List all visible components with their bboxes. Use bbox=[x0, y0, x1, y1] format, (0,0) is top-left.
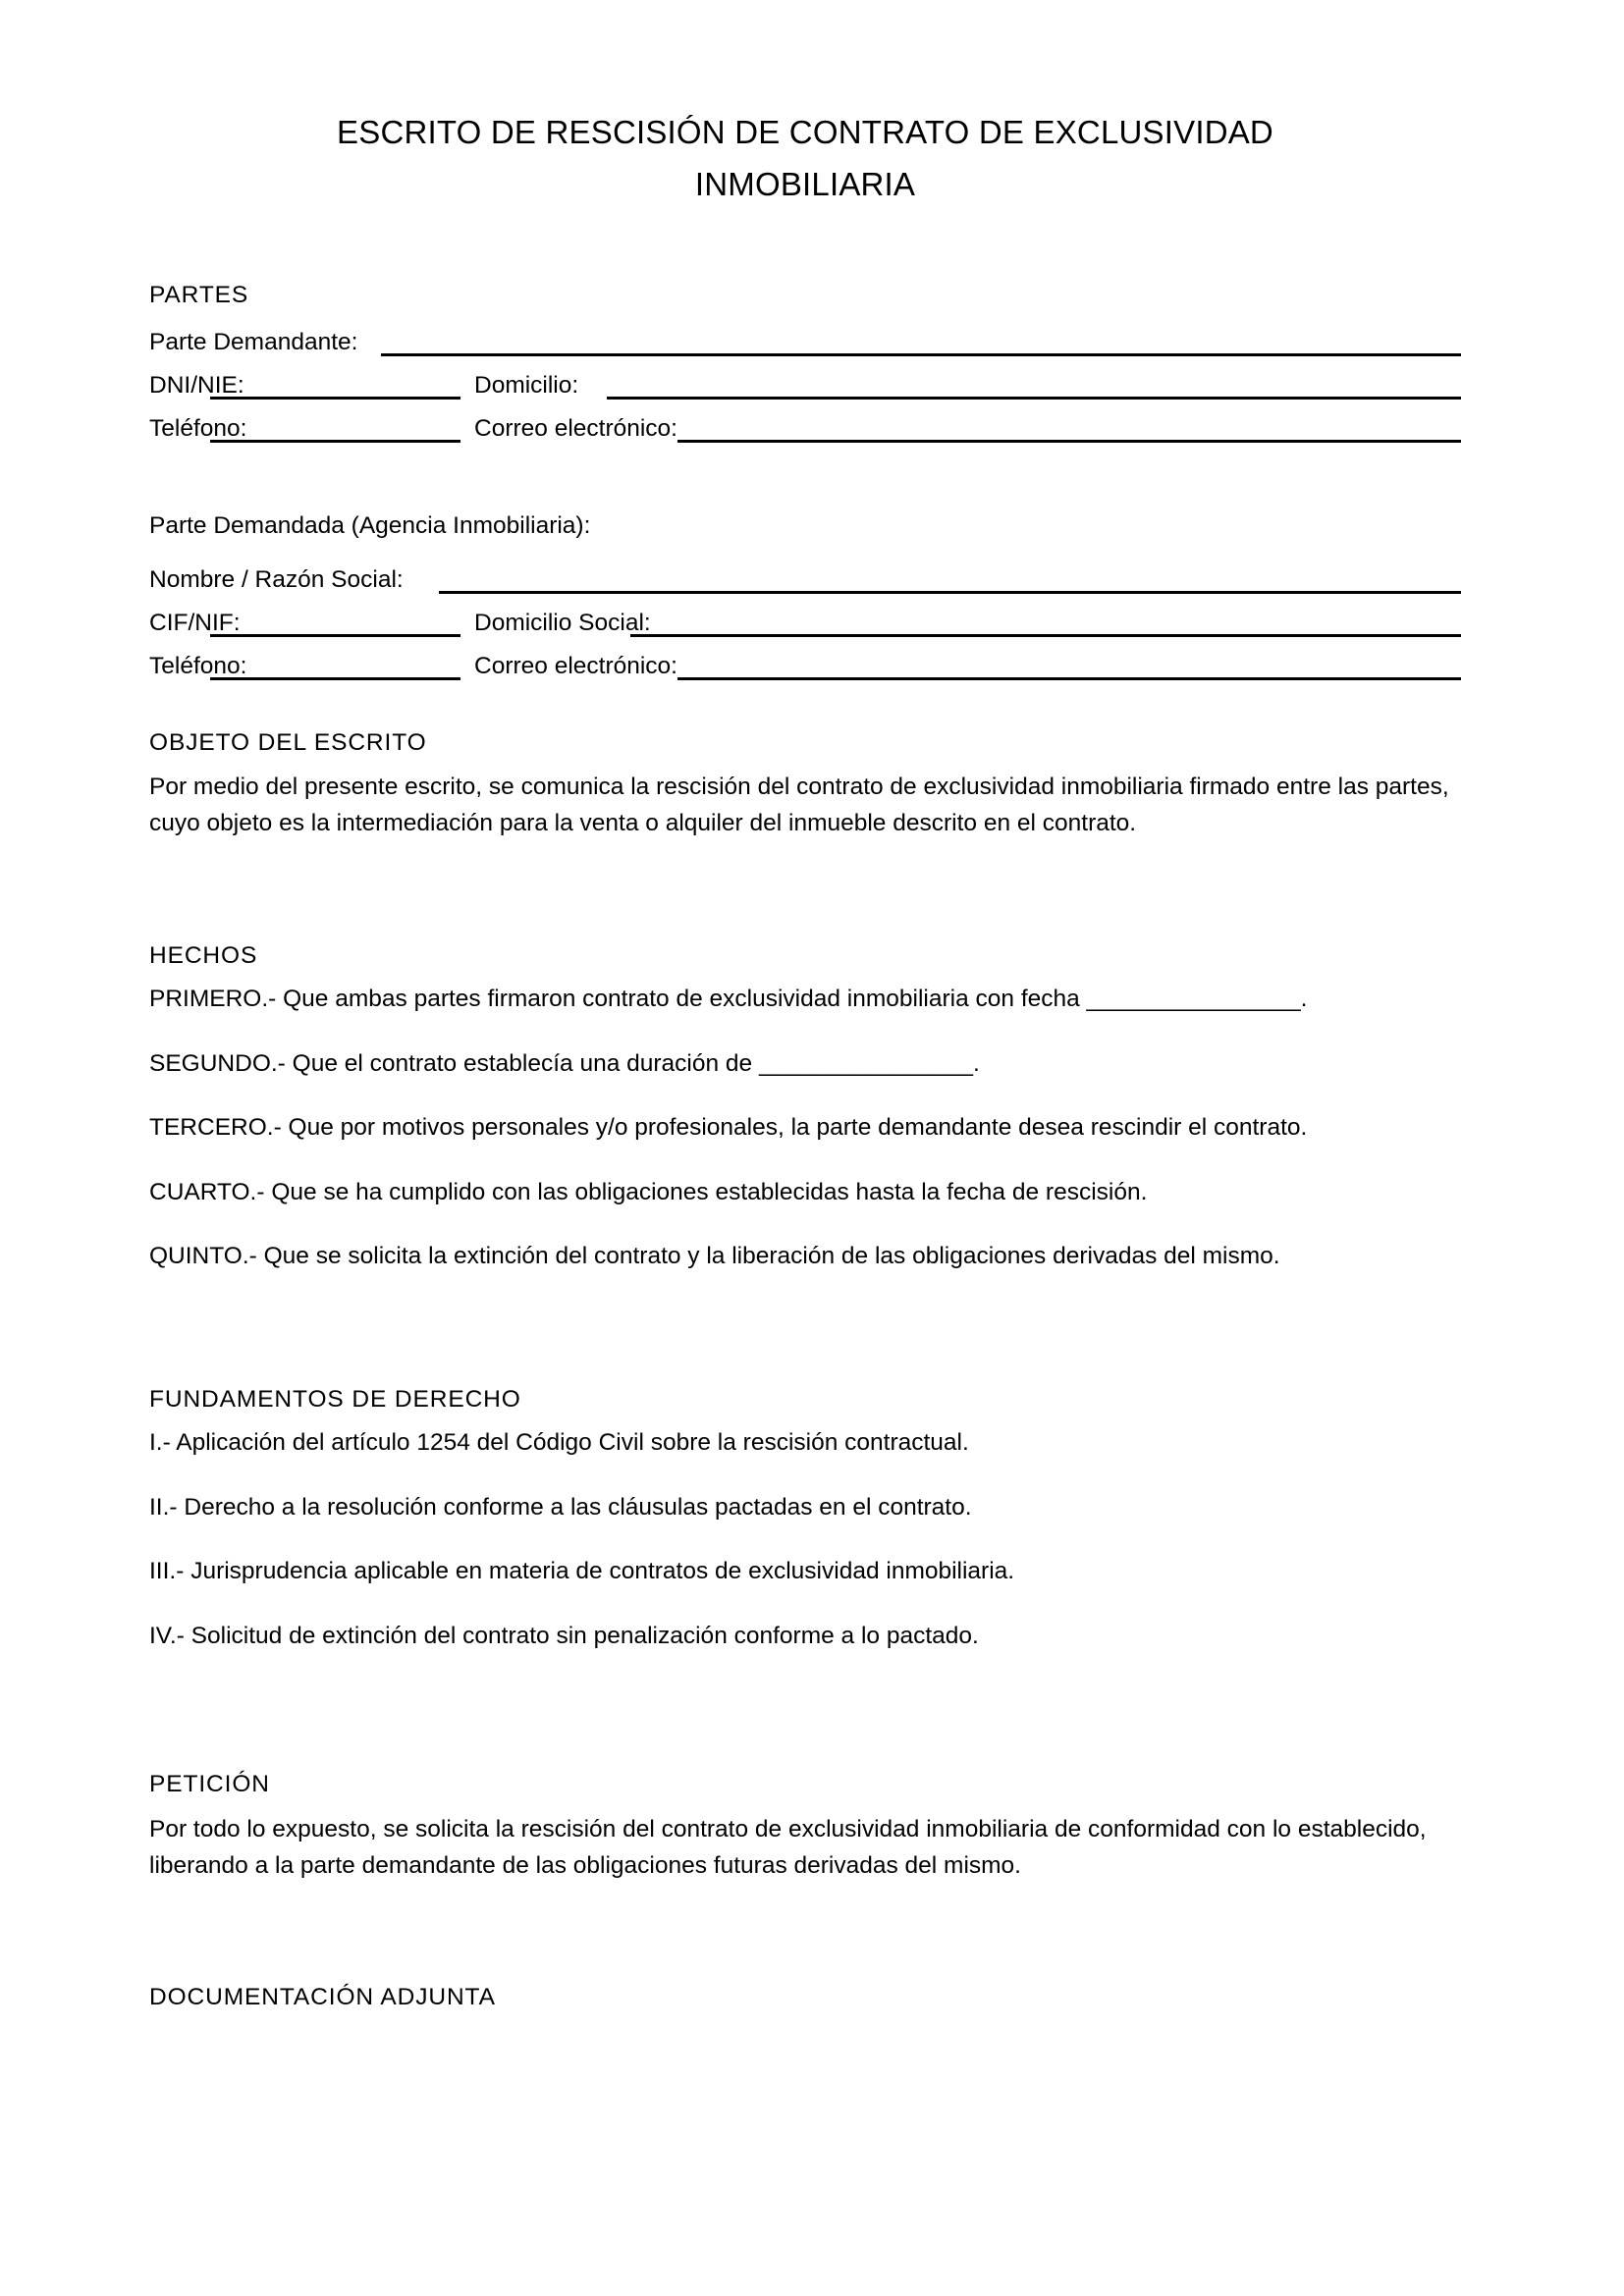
hecho-item-quinto: QUINTO.- Que se solicita la extinción del contrato y la liberación de las obligaciones derivadas del mismo. bbox=[149, 1243, 1280, 1270]
input-telefono[interactable] bbox=[210, 440, 460, 443]
objeto-body: Por medio del presente escrito, se comunica la rescisión del contrato de exclusividad inmobiliaria firmado entre las partes, cuyo objeto es la intermediación para la venta o alquiler del inmueble descrito en el contrato. bbox=[149, 774, 1449, 837]
section-heading-partes: PARTES bbox=[149, 281, 249, 308]
label-nombre-razon-social: Nombre / Razón Social: bbox=[149, 565, 404, 593]
section-heading-documentacion-adjunta: DOCUMENTACIÓN ADJUNTA bbox=[149, 1984, 496, 2011]
field-row-dni-domicilio bbox=[149, 364, 1461, 407]
label-telefono: Teléfono: bbox=[149, 415, 247, 443]
field-row-telefono-correo-demandada bbox=[149, 645, 1461, 688]
input-cif-nif[interactable] bbox=[210, 634, 460, 637]
label-parte-demandante: Parte Demandante: bbox=[149, 329, 358, 356]
page-title-line-1: ESCRITO DE RESCISIÓN DE CONTRATO DE EXCLUSIVIDAD bbox=[337, 114, 1273, 150]
fundamento-item-i: I.- Aplicación del artículo 1254 del Código Civil sobre la rescisión contractual. bbox=[149, 1429, 969, 1457]
label-cif-nif: CIF/NIF: bbox=[149, 609, 241, 636]
input-dni-nie[interactable] bbox=[210, 397, 460, 400]
fundamento-item-iii: III.- Jurisprudencia aplicable en materia de contratos de exclusividad inmobiliaria. bbox=[149, 1558, 1015, 1585]
fundamento-item-ii: II.- Derecho a la resolución conforme a las cláusulas pactadas en el contrato. bbox=[149, 1493, 972, 1521]
document-content bbox=[149, 0, 1461, 2010]
label-correo-electronico-demandada: Correo electrónico: bbox=[474, 652, 677, 679]
input-domicilio[interactable] bbox=[607, 397, 1461, 400]
page-title bbox=[149, 106, 1461, 211]
page-title-line-2: INMOBILIARIA bbox=[694, 166, 916, 203]
field-row-cif-domicilio-social bbox=[149, 602, 1461, 645]
section-heading-fundamentos: FUNDAMENTOS DE DERECHO bbox=[149, 1385, 521, 1413]
label-dni-nie: DNI/NIE: bbox=[149, 372, 244, 400]
field-row-telefono-correo bbox=[149, 407, 1461, 451]
peticion-body: Por todo lo expuesto, se solicita la rescisión del contrato de exclusividad inmobiliaria de conformidad con lo establecido, liberando a la parte demandante de las obligaciones futuras derivadas del mismo. bbox=[149, 1815, 1427, 1879]
input-correo-electronico-demandada[interactable] bbox=[677, 677, 1461, 680]
hecho-item-segundo: SEGUNDO.- Que el contrato establecía una duración de ________________. bbox=[149, 1049, 980, 1077]
subheading-parte-demandada: Parte Demandada (Agencia Inmobiliaria): bbox=[149, 512, 591, 540]
hecho-item-cuarto: CUARTO.- Que se ha cumplido con las obligaciones establecidas hasta la fecha de rescisión. bbox=[149, 1178, 1148, 1205]
input-correo-electronico[interactable] bbox=[677, 440, 1461, 443]
input-parte-demandante[interactable] bbox=[381, 353, 1461, 356]
field-row-nombre-razon-social bbox=[149, 559, 1461, 602]
field-row-parte-demandante bbox=[149, 321, 1461, 364]
input-telefono-demandada[interactable] bbox=[210, 677, 460, 680]
label-correo-electronico: Correo electrónico: bbox=[474, 415, 677, 443]
section-heading-peticion: PETICIÓN bbox=[149, 1771, 270, 1798]
section-heading-objeto: OBJETO DEL ESCRITO bbox=[149, 728, 427, 756]
label-domicilio-social: Domicilio Social: bbox=[474, 609, 651, 636]
label-telefono-demandada: Teléfono: bbox=[149, 652, 247, 679]
hechos-list bbox=[149, 982, 1461, 1274]
fundamentos-list bbox=[149, 1425, 1461, 1653]
hecho-item-tercero: TERCERO.- Que por motivos personales y/o profesionales, la parte demandante desea rescindir el contrato. bbox=[149, 1114, 1308, 1142]
input-nombre-razon-social[interactable] bbox=[439, 591, 1461, 594]
label-domicilio: Domicilio: bbox=[474, 372, 579, 400]
fundamento-item-iv: IV.- Solicitud de extinción del contrato sin penalización conforme a lo pactado. bbox=[149, 1622, 979, 1649]
section-heading-hechos: HECHOS bbox=[149, 941, 258, 969]
hecho-item-primero: PRIMERO.- Que ambas partes firmaron contrato de exclusividad inmobiliaria con fecha ________________. bbox=[149, 986, 1308, 1013]
input-domicilio-social[interactable] bbox=[630, 634, 1461, 637]
